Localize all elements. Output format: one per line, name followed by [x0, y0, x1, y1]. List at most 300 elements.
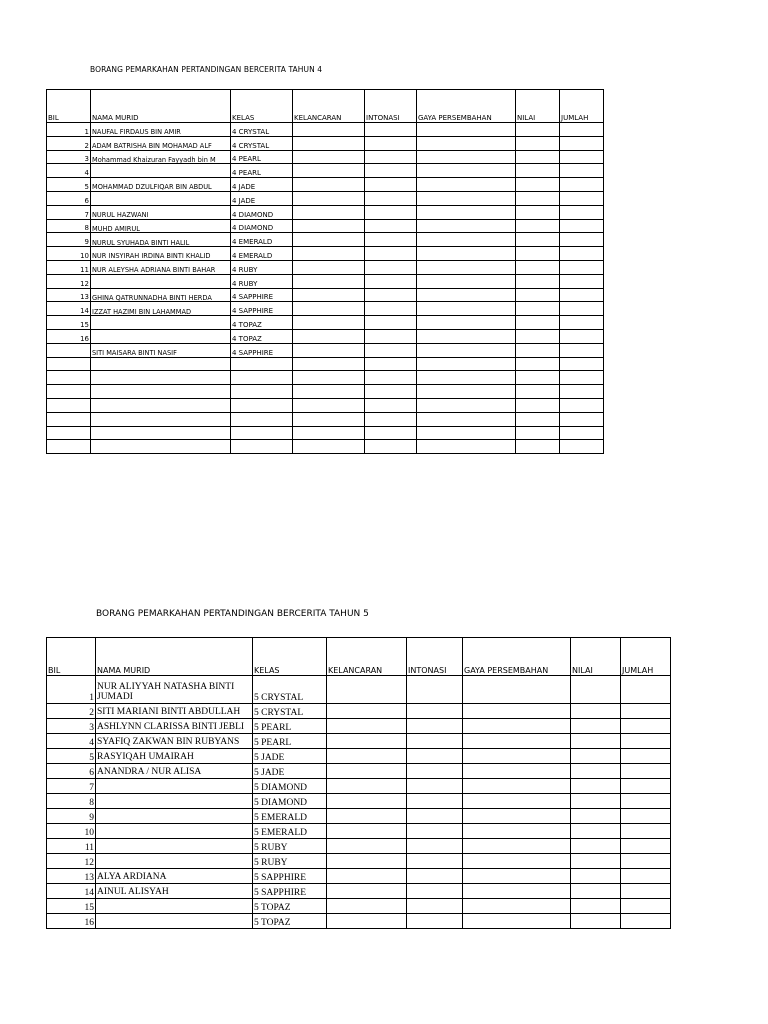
- score-cell[interactable]: [463, 676, 571, 704]
- column-header: KELANCARAN: [327, 638, 407, 676]
- score-cell[interactable]: [621, 719, 671, 734]
- score-cell[interactable]: [571, 779, 621, 794]
- score-cell[interactable]: [621, 824, 671, 839]
- name-cell: ANANDRA / NUR ALISA: [96, 764, 253, 779]
- score-cell[interactable]: [327, 734, 407, 749]
- table-row: [47, 914, 671, 929]
- score-cell[interactable]: [293, 398, 365, 412]
- score-cell[interactable]: [417, 357, 516, 371]
- score-cell[interactable]: [407, 914, 463, 929]
- score-cell[interactable]: [516, 219, 560, 233]
- score-cell[interactable]: [293, 357, 365, 371]
- score-cell[interactable]: [327, 809, 407, 824]
- score-cell[interactable]: [571, 764, 621, 779]
- header-row: [47, 90, 604, 123]
- score-cell[interactable]: [463, 779, 571, 794]
- score-cell[interactable]: [365, 440, 417, 454]
- score-cell[interactable]: [621, 794, 671, 809]
- bil-cell: 7: [47, 779, 96, 794]
- score-cell[interactable]: [327, 779, 407, 794]
- name-cell: [96, 794, 253, 809]
- score-cell[interactable]: [327, 794, 407, 809]
- sheet1-title: BORANG PEMARKAHAN PERTANDINGAN BERCERITA TAHUN 4: [90, 65, 323, 74]
- score-cell[interactable]: [571, 869, 621, 884]
- table-row: [47, 371, 604, 385]
- score-cell[interactable]: [417, 343, 516, 357]
- score-cell[interactable]: [417, 412, 516, 426]
- table-row: [47, 150, 604, 164]
- score-cell[interactable]: [365, 205, 417, 219]
- score-cell[interactable]: [516, 123, 560, 137]
- table-row: [47, 412, 604, 426]
- score-cell[interactable]: [621, 809, 671, 824]
- score-cell[interactable]: [571, 899, 621, 914]
- score-cell[interactable]: [571, 794, 621, 809]
- score-cell[interactable]: [560, 191, 604, 205]
- score-cell[interactable]: [560, 357, 604, 371]
- name-cell: IZZAT HAZIMI BIN LAHAMMAD: [91, 302, 231, 316]
- bil-cell: 13: [47, 288, 91, 302]
- score-cell[interactable]: [516, 178, 560, 192]
- name-cell: [96, 854, 253, 869]
- score-cell[interactable]: [560, 274, 604, 288]
- score-cell[interactable]: [365, 233, 417, 247]
- score-cell[interactable]: [407, 719, 463, 734]
- bil-cell: 11: [47, 839, 96, 854]
- score-cell[interactable]: [463, 734, 571, 749]
- score-cell[interactable]: [560, 164, 604, 178]
- score-cell[interactable]: [365, 150, 417, 164]
- table-row: [47, 824, 671, 839]
- name-cell: ASHLYNN CLARISSA BINTI JEBLI: [96, 719, 253, 734]
- score-cell[interactable]: [417, 191, 516, 205]
- score-cell[interactable]: [293, 302, 365, 316]
- score-cell[interactable]: [293, 274, 365, 288]
- score-cell[interactable]: [293, 150, 365, 164]
- class-cell: 4 PEARL: [231, 150, 293, 164]
- name-cell: [91, 357, 231, 371]
- score-cell[interactable]: [365, 123, 417, 137]
- score-cell[interactable]: [365, 219, 417, 233]
- name-cell: NAUFAL FIRDAUS BIN AMIR: [91, 123, 231, 137]
- score-cell[interactable]: [417, 440, 516, 454]
- score-cell[interactable]: [417, 123, 516, 137]
- score-cell[interactable]: [463, 884, 571, 899]
- score-cell[interactable]: [516, 274, 560, 288]
- score-cell[interactable]: [571, 734, 621, 749]
- score-cell[interactable]: [621, 854, 671, 869]
- score-cell[interactable]: [407, 764, 463, 779]
- score-cell[interactable]: [407, 794, 463, 809]
- column-header: GAYA PERSEMBAHAN: [463, 638, 571, 676]
- score-cell[interactable]: [571, 824, 621, 839]
- score-cell[interactable]: [516, 260, 560, 274]
- score-cell[interactable]: [365, 164, 417, 178]
- score-cell[interactable]: [560, 343, 604, 357]
- column-header: JUMLAH: [560, 90, 604, 123]
- score-cell[interactable]: [516, 343, 560, 357]
- score-cell[interactable]: [417, 398, 516, 412]
- bil-cell: 13: [47, 869, 96, 884]
- column-header: NILAI: [571, 638, 621, 676]
- table-row: [47, 794, 671, 809]
- class-cell: 5 DIAMOND: [253, 794, 327, 809]
- table-row: [47, 764, 671, 779]
- name-cell: NURUL HAZWANI: [91, 205, 231, 219]
- score-cell[interactable]: [365, 191, 417, 205]
- score-cell[interactable]: [327, 839, 407, 854]
- score-cell[interactable]: [293, 205, 365, 219]
- score-cell[interactable]: [327, 914, 407, 929]
- class-cell: 5 TOPAZ: [253, 914, 327, 929]
- sheet2-title: BORANG PEMARKAHAN PERTANDINGAN BERCERITA TAHUN 5: [96, 609, 369, 619]
- score-cell[interactable]: [463, 854, 571, 869]
- score-cell[interactable]: [407, 749, 463, 764]
- score-cell[interactable]: [621, 676, 671, 704]
- table-row: [47, 219, 604, 233]
- score-cell[interactable]: [365, 329, 417, 343]
- name-cell: [96, 809, 253, 824]
- score-cell[interactable]: [463, 899, 571, 914]
- score-cell[interactable]: [560, 205, 604, 219]
- score-cell[interactable]: [621, 749, 671, 764]
- score-cell[interactable]: [365, 178, 417, 192]
- score-cell[interactable]: [516, 440, 560, 454]
- score-cell[interactable]: [365, 288, 417, 302]
- score-cell[interactable]: [516, 357, 560, 371]
- score-cell[interactable]: [417, 150, 516, 164]
- bil-cell: 10: [47, 824, 96, 839]
- score-cell[interactable]: [293, 385, 365, 399]
- score-cell[interactable]: [560, 219, 604, 233]
- table-row: [47, 426, 604, 440]
- score-cell[interactable]: [417, 302, 516, 316]
- score-cell[interactable]: [621, 764, 671, 779]
- table-row: [47, 719, 671, 734]
- class-cell: 4 EMERALD: [231, 247, 293, 261]
- class-cell: 5 EMERALD: [253, 824, 327, 839]
- bil-cell: 7: [47, 205, 91, 219]
- score-cell[interactable]: [327, 854, 407, 869]
- score-cell[interactable]: [417, 385, 516, 399]
- score-cell[interactable]: [560, 412, 604, 426]
- name-cell: [91, 164, 231, 178]
- score-cell[interactable]: [293, 412, 365, 426]
- score-cell[interactable]: [571, 914, 621, 929]
- score-cell[interactable]: [293, 260, 365, 274]
- score-cell[interactable]: [560, 288, 604, 302]
- score-cell[interactable]: [516, 247, 560, 261]
- score-cell[interactable]: [407, 704, 463, 719]
- score-cell[interactable]: [463, 869, 571, 884]
- score-cell[interactable]: [417, 219, 516, 233]
- table-row: [47, 191, 604, 205]
- name-cell: SITI MAISARA BINTI NASIF: [91, 343, 231, 357]
- score-cell[interactable]: [621, 884, 671, 899]
- score-cell[interactable]: [516, 316, 560, 330]
- table-row: [47, 440, 604, 454]
- score-cell[interactable]: [560, 316, 604, 330]
- score-cell[interactable]: [560, 398, 604, 412]
- score-cell[interactable]: [560, 329, 604, 343]
- score-cell[interactable]: [293, 247, 365, 261]
- column-header: JUMLAH: [621, 638, 671, 676]
- table-row: [47, 302, 604, 316]
- score-cell[interactable]: [417, 288, 516, 302]
- score-cell[interactable]: [365, 371, 417, 385]
- column-header: INTONASI: [365, 90, 417, 123]
- score-cell[interactable]: [516, 288, 560, 302]
- column-header: BIL: [47, 638, 96, 676]
- name-cell: SYAFIQ ZAKWAN BIN RUBYANS: [96, 734, 253, 749]
- score-cell[interactable]: [417, 247, 516, 261]
- score-cell[interactable]: [463, 839, 571, 854]
- bil-cell: 2: [47, 704, 96, 719]
- score-cell[interactable]: [407, 839, 463, 854]
- score-cell[interactable]: [365, 136, 417, 150]
- score-cell[interactable]: [365, 412, 417, 426]
- score-cell[interactable]: [516, 385, 560, 399]
- score-cell[interactable]: [571, 676, 621, 704]
- score-cell[interactable]: [293, 343, 365, 357]
- score-cell[interactable]: [516, 233, 560, 247]
- score-cell[interactable]: [571, 704, 621, 719]
- score-cell[interactable]: [621, 734, 671, 749]
- score-cell[interactable]: [463, 704, 571, 719]
- class-cell: [231, 371, 293, 385]
- bil-cell: 4: [47, 734, 96, 749]
- class-cell: [231, 385, 293, 399]
- score-cell[interactable]: [516, 426, 560, 440]
- score-cell[interactable]: [327, 749, 407, 764]
- score-cell[interactable]: [327, 899, 407, 914]
- score-cell[interactable]: [365, 357, 417, 371]
- score-cell[interactable]: [293, 123, 365, 137]
- score-cell[interactable]: [463, 794, 571, 809]
- score-cell[interactable]: [417, 371, 516, 385]
- table-row: [47, 205, 604, 219]
- score-cell[interactable]: [463, 719, 571, 734]
- score-cell[interactable]: [560, 150, 604, 164]
- score-cell[interactable]: [407, 734, 463, 749]
- score-cell[interactable]: [463, 764, 571, 779]
- score-cell[interactable]: [293, 191, 365, 205]
- score-cell[interactable]: [365, 302, 417, 316]
- score-cell[interactable]: [621, 704, 671, 719]
- score-cell[interactable]: [293, 371, 365, 385]
- score-cell[interactable]: [516, 191, 560, 205]
- table-row: [47, 247, 604, 261]
- score-cell[interactable]: [293, 426, 365, 440]
- score-cell[interactable]: [560, 302, 604, 316]
- score-cell[interactable]: [417, 164, 516, 178]
- score-cell[interactable]: [621, 914, 671, 929]
- score-cell[interactable]: [463, 809, 571, 824]
- column-header: INTONASI: [407, 638, 463, 676]
- table-row: [47, 274, 604, 288]
- class-cell: 4 JADE: [231, 191, 293, 205]
- name-cell: [91, 440, 231, 454]
- bil-cell: 12: [47, 854, 96, 869]
- class-cell: 4 CRYSTAL: [231, 123, 293, 137]
- score-cell[interactable]: [407, 779, 463, 794]
- score-cell[interactable]: [293, 316, 365, 330]
- class-cell: [231, 426, 293, 440]
- score-cell[interactable]: [571, 809, 621, 824]
- score-cell[interactable]: [516, 150, 560, 164]
- bil-cell: [47, 440, 91, 454]
- score-cell[interactable]: [365, 398, 417, 412]
- score-cell[interactable]: [327, 676, 407, 704]
- score-cell[interactable]: [571, 839, 621, 854]
- score-cell[interactable]: [571, 719, 621, 734]
- bil-cell: 6: [47, 191, 91, 205]
- bil-cell: 11: [47, 260, 91, 274]
- score-cell[interactable]: [560, 247, 604, 261]
- score-cell[interactable]: [365, 247, 417, 261]
- bil-cell: 6: [47, 764, 96, 779]
- class-cell: 5 SAPPHIRE: [253, 884, 327, 899]
- bil-cell: 16: [47, 914, 96, 929]
- score-cell[interactable]: [571, 854, 621, 869]
- score-cell[interactable]: [293, 136, 365, 150]
- name-cell: MOHAMMAD DZULFIQAR BIN ABDUL: [91, 178, 231, 192]
- name-cell: [91, 329, 231, 343]
- score-cell[interactable]: [571, 749, 621, 764]
- score-cell[interactable]: [560, 178, 604, 192]
- score-cell[interactable]: [560, 233, 604, 247]
- bil-cell: 15: [47, 899, 96, 914]
- score-cell[interactable]: [621, 869, 671, 884]
- bil-cell: [47, 398, 91, 412]
- score-cell[interactable]: [621, 779, 671, 794]
- name-cell: [91, 274, 231, 288]
- class-cell: 5 PEARL: [253, 734, 327, 749]
- score-cell[interactable]: [327, 884, 407, 899]
- table-row: [47, 779, 671, 794]
- score-cell[interactable]: [560, 136, 604, 150]
- score-cell[interactable]: [463, 749, 571, 764]
- score-cell[interactable]: [417, 274, 516, 288]
- score-cell[interactable]: [516, 371, 560, 385]
- bil-cell: 9: [47, 233, 91, 247]
- score-cell[interactable]: [365, 260, 417, 274]
- score-cell[interactable]: [293, 329, 365, 343]
- score-cell[interactable]: [621, 839, 671, 854]
- bil-cell: [47, 385, 91, 399]
- bil-cell: 15: [47, 316, 91, 330]
- score-cell[interactable]: [560, 440, 604, 454]
- score-cell[interactable]: [293, 178, 365, 192]
- score-cell[interactable]: [516, 205, 560, 219]
- score-cell[interactable]: [365, 343, 417, 357]
- column-header: BIL: [47, 90, 91, 123]
- class-cell: 4 EMERALD: [231, 233, 293, 247]
- score-cell[interactable]: [293, 288, 365, 302]
- class-cell: [231, 440, 293, 454]
- score-cell[interactable]: [293, 233, 365, 247]
- score-cell[interactable]: [407, 899, 463, 914]
- table-row: [47, 884, 671, 899]
- score-cell[interactable]: [327, 719, 407, 734]
- score-cell[interactable]: [516, 398, 560, 412]
- name-cell: NUR ALEYSHA ADRIANA BINTI BAHAR: [91, 260, 231, 274]
- score-cell[interactable]: [516, 302, 560, 316]
- score-cell[interactable]: [327, 764, 407, 779]
- bil-cell: 3: [47, 719, 96, 734]
- score-cell[interactable]: [463, 914, 571, 929]
- score-cell[interactable]: [407, 869, 463, 884]
- score-cell[interactable]: [417, 136, 516, 150]
- score-cell[interactable]: [560, 371, 604, 385]
- table-row: [47, 839, 671, 854]
- score-cell[interactable]: [417, 178, 516, 192]
- score-cell[interactable]: [417, 329, 516, 343]
- table-row: [47, 385, 604, 399]
- bil-cell: 9: [47, 809, 96, 824]
- score-cell[interactable]: [293, 219, 365, 233]
- score-cell[interactable]: [407, 824, 463, 839]
- score-cell[interactable]: [365, 274, 417, 288]
- name-cell: [96, 824, 253, 839]
- name-cell: NURUL SYUHADA BINTI HALIL: [91, 233, 231, 247]
- score-cell[interactable]: [293, 440, 365, 454]
- score-cell[interactable]: [407, 884, 463, 899]
- score-cell[interactable]: [417, 260, 516, 274]
- name-cell: NUR ALIYYAH NATASHA BINTI JUMADI: [96, 676, 253, 704]
- name-cell: [96, 779, 253, 794]
- table-row: [47, 136, 604, 150]
- score-cell[interactable]: [407, 854, 463, 869]
- score-cell[interactable]: [417, 233, 516, 247]
- score-cell[interactable]: [417, 426, 516, 440]
- score-cell[interactable]: [327, 869, 407, 884]
- score-cell[interactable]: [327, 824, 407, 839]
- class-cell: 4 DIAMOND: [231, 219, 293, 233]
- score-cell[interactable]: [327, 704, 407, 719]
- score-cell[interactable]: [365, 385, 417, 399]
- score-cell[interactable]: [293, 164, 365, 178]
- table-row: [47, 854, 671, 869]
- class-cell: 4 SAPPHIRE: [231, 288, 293, 302]
- score-cell[interactable]: [621, 899, 671, 914]
- score-cell[interactable]: [407, 809, 463, 824]
- score-cell[interactable]: [407, 676, 463, 704]
- score-cell[interactable]: [560, 385, 604, 399]
- column-header: KELAS: [253, 638, 327, 676]
- score-cell[interactable]: [463, 824, 571, 839]
- score-cell[interactable]: [365, 316, 417, 330]
- table-row: [47, 343, 604, 357]
- score-cell[interactable]: [516, 329, 560, 343]
- name-cell: [91, 412, 231, 426]
- score-cell[interactable]: [417, 316, 516, 330]
- score-cell[interactable]: [560, 123, 604, 137]
- sheet1-table: [46, 89, 604, 454]
- score-cell[interactable]: [516, 136, 560, 150]
- score-cell[interactable]: [516, 412, 560, 426]
- score-cell[interactable]: [417, 205, 516, 219]
- bil-cell: 12: [47, 274, 91, 288]
- class-cell: 5 TOPAZ: [253, 899, 327, 914]
- name-cell: [91, 371, 231, 385]
- score-cell[interactable]: [516, 164, 560, 178]
- class-cell: 4 RUBY: [231, 274, 293, 288]
- score-cell[interactable]: [560, 426, 604, 440]
- score-cell[interactable]: [365, 426, 417, 440]
- score-cell[interactable]: [560, 260, 604, 274]
- score-cell[interactable]: [571, 884, 621, 899]
